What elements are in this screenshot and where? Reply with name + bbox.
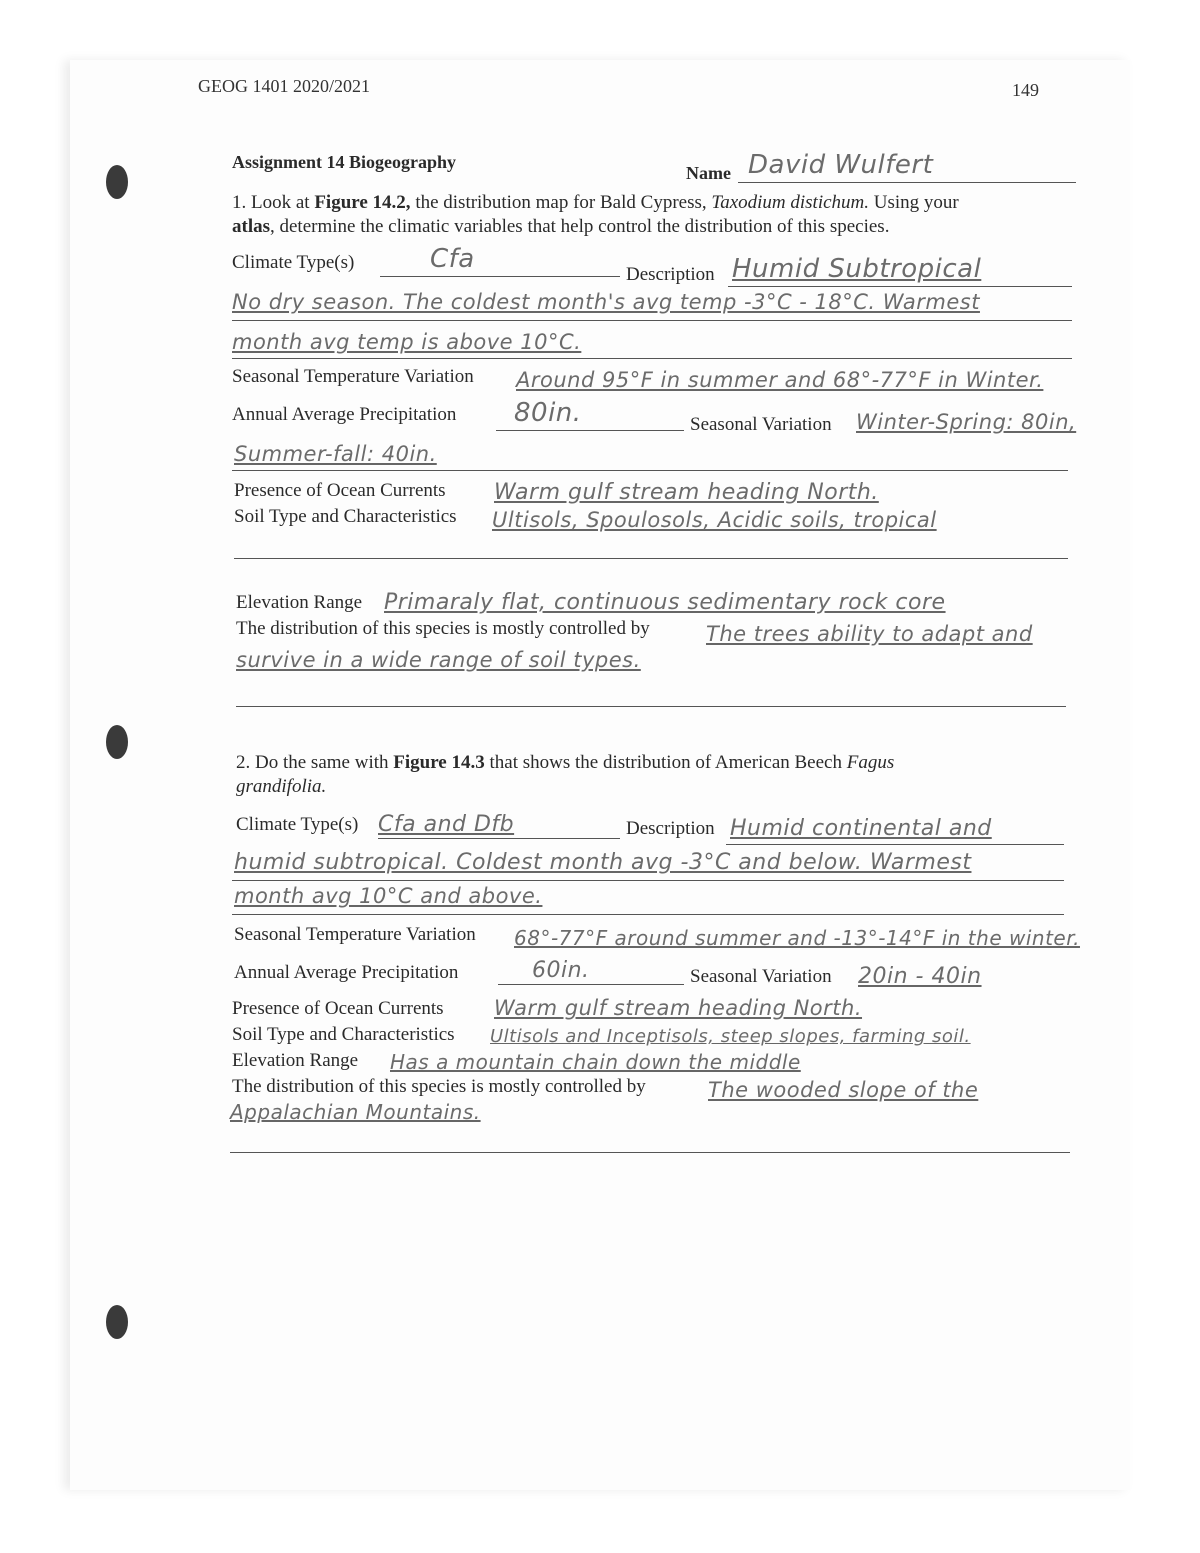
- q2-controlled-line2: Appalachian Mountains.: [230, 1100, 481, 1124]
- q2-description-value: Humid continental and: [730, 816, 992, 841]
- q1-controlled-line2: survive in a wide range of soil types.: [236, 648, 641, 672]
- q2-climate-label: Climate Type(s): [236, 814, 359, 835]
- q1-ocean-label: Presence of Ocean Currents: [234, 480, 446, 501]
- q1-climate-value: Cfa: [430, 244, 475, 274]
- q1-climate-line: [380, 276, 620, 277]
- q2-climate-value: Cfa and Dfb: [378, 812, 515, 837]
- q2-elevation-label: Elevation Range: [232, 1050, 359, 1071]
- q2-seasonal-label: Seasonal Variation: [690, 966, 832, 987]
- q1-controlled-value: The trees ability to adapt and: [706, 622, 1033, 646]
- q1-line-seasonal: [232, 470, 1068, 471]
- q2-description-line: [726, 844, 1064, 845]
- q2-precip-line: [498, 984, 684, 985]
- q1-seasonal-value: Winter-Spring: 80in,: [856, 410, 1077, 434]
- q2-description-line2: humid subtropical. Coldest month avg -3°C and below. Warmest: [234, 850, 972, 875]
- name-value: David Wulfert: [748, 150, 934, 180]
- binder-hole-top: [106, 165, 128, 199]
- course-header: GEOG 1401 2020/2021: [198, 76, 370, 96]
- q1-prompt-line2: atlas, determine the climatic variables that help control the distribution of this species.: [232, 216, 890, 237]
- q1-seasonal-line2: Summer-fall: 40in.: [234, 442, 437, 466]
- q2-description-line3: month avg 10°C and above.: [234, 884, 543, 908]
- q1-soil-value: Ultisols, Spoulosols, Acidic soils, tropical: [492, 508, 937, 532]
- q2-line-3: [232, 914, 1064, 915]
- q2-line-end: [230, 1152, 1070, 1153]
- q2-soil-value: Ultisols and Inceptisols, steep slopes, farming soil.: [490, 1026, 971, 1047]
- name-label: Name: [686, 163, 731, 183]
- q2-soil-label: Soil Type and Characteristics: [232, 1024, 455, 1045]
- q2-ocean-value: Warm gulf stream heading North.: [494, 996, 863, 1020]
- q1-temp-label: Seasonal Temperature Variation: [232, 366, 474, 387]
- q1-controlled-label: The distribution of this species is mostly controlled by: [236, 618, 650, 639]
- q1-elevation-value: Primaraly flat, continuous sedimentary rock core: [384, 590, 946, 615]
- q1-description-line2: No dry season. The coldest month's avg temp -3°C - 18°C. Warmest: [232, 290, 980, 314]
- q1-precip-value: 80in.: [514, 398, 582, 428]
- q1-climate-label: Climate Type(s): [232, 252, 355, 273]
- q2-description-label: Description: [626, 818, 715, 839]
- q2-ocean-label: Presence of Ocean Currents: [232, 998, 444, 1019]
- q2-prompt-line1: 2. Do the same with Figure 14.3 that shows the distribution of American Beech Fagus: [236, 752, 895, 773]
- q1-line-3: [232, 358, 1072, 359]
- q1-description-label: Description: [626, 264, 715, 285]
- q1-ocean-value: Warm gulf stream heading North.: [494, 480, 879, 505]
- q2-line-2: [232, 880, 1064, 881]
- q1-description-line: [728, 286, 1072, 287]
- q1-precip-label: Annual Average Precipitation: [232, 404, 457, 425]
- q2-temp-value: 68°-77°F around summer and -13°-14°F in the winter.: [514, 926, 1080, 950]
- q2-precip-value: 60in.: [532, 958, 590, 983]
- q1-description-line3: month avg temp is above 10°C.: [232, 330, 582, 354]
- binder-hole-middle: [106, 725, 128, 759]
- q2-precip-label: Annual Average Precipitation: [234, 962, 459, 983]
- page-number: 149: [1012, 80, 1039, 100]
- q1-temp-value: Around 95°F in summer and 68°-77°F in Winter.: [516, 368, 1044, 392]
- assignment-title: Assignment 14 Biogeography: [232, 152, 457, 172]
- q1-description-value: Humid Subtropical: [732, 254, 982, 284]
- q2-seasonal-value: 20in - 40in: [858, 964, 982, 989]
- q1-line-soil: [234, 558, 1068, 559]
- q1-line-end: [236, 706, 1066, 707]
- q2-prompt-line2: grandifolia.: [236, 776, 327, 797]
- q2-controlled-label: The distribution of this species is mostly controlled by: [232, 1076, 646, 1097]
- q1-elevation-label: Elevation Range: [236, 592, 363, 613]
- q1-seasonal-label: Seasonal Variation: [690, 414, 832, 435]
- binder-hole-bottom: [106, 1305, 128, 1339]
- q2-climate-line: [378, 838, 620, 839]
- q1-soil-label: Soil Type and Characteristics: [234, 506, 457, 527]
- q1-precip-line: [496, 430, 684, 431]
- q2-elevation-value: Has a mountain chain down the middle: [390, 1050, 801, 1074]
- q2-controlled-value: The wooded slope of the: [708, 1078, 979, 1102]
- q2-temp-label: Seasonal Temperature Variation: [234, 924, 476, 945]
- q1-line-2: [232, 320, 1072, 321]
- q1-prompt-line1: 1. Look at Figure 14.2, the distribution map for Bald Cypress, Taxodium distichum. Using your: [232, 192, 959, 213]
- name-line: [738, 182, 1076, 183]
